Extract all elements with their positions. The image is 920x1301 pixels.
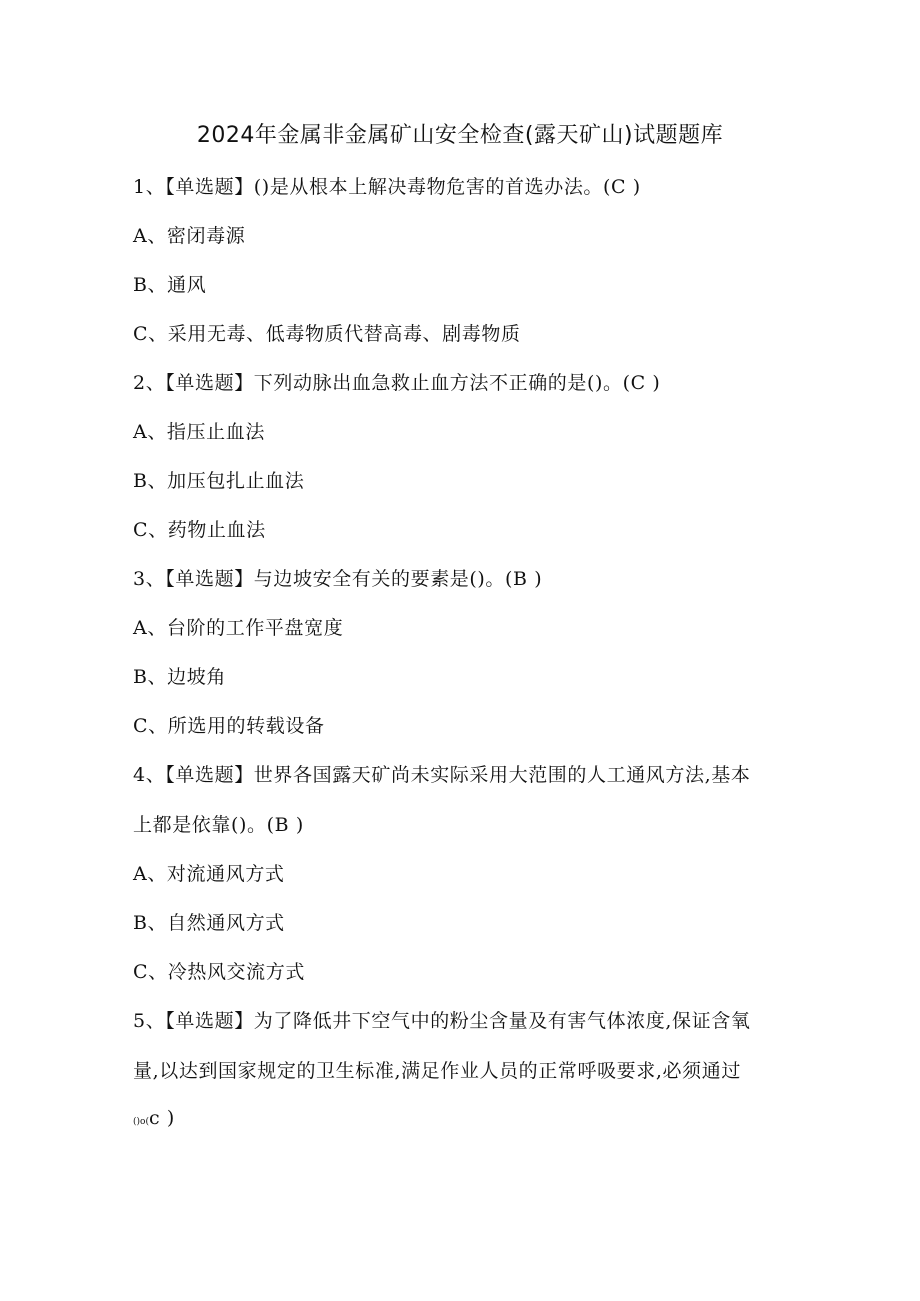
question-4-option-b: B、自然通风方式 bbox=[133, 912, 285, 934]
question-5-stem-tail-small: ()o( bbox=[133, 1117, 149, 1127]
question-2-stem: 2、【单选题】下列动脉出血急救止血方法不正确的是()。(C ) bbox=[133, 372, 661, 394]
question-3-option-c: C、所选用的转载设备 bbox=[133, 715, 325, 737]
question-4-option-a: A、对流通风方式 bbox=[133, 863, 285, 885]
question-3-option-b: B、边坡角 bbox=[133, 666, 226, 688]
question-5-stem-line-3 bbox=[133, 1107, 175, 1129]
question-5-stem-tail: c ) bbox=[148, 1107, 175, 1129]
question-5-stem-line-1: 5、【单选题】为了降低井下空气中的粉尘含量及有害气体浓度,保证含氧 bbox=[133, 1010, 751, 1032]
document-title: 2024年金属非金属矿山安全检查(露天矿山)试题题库 bbox=[196, 123, 724, 148]
question-1-option-b: B、通风 bbox=[133, 274, 207, 296]
question-4-stem-line-1: 4、【单选题】世界各国露天矿尚未实际采用大范围的人工通风方法,基本 bbox=[133, 764, 751, 786]
question-1-option-a: A、密闭毒源 bbox=[133, 225, 246, 247]
question-4-option-c: C、冷热风交流方式 bbox=[133, 961, 305, 983]
question-2-option-a: A、指压止血法 bbox=[133, 421, 265, 443]
question-3-stem: 3、【单选题】与边坡安全有关的要素是()。(B ) bbox=[133, 568, 543, 590]
question-5-stem-line-2: 量,以达到国家规定的卫生标准,满足作业人员的正常呼吸要求,必须通过 bbox=[133, 1060, 741, 1082]
question-1-option-c: C、采用无毒、低毒物质代替高毒、剧毒物质 bbox=[133, 323, 521, 345]
question-2-option-b: B、加压包扎止血法 bbox=[133, 470, 305, 492]
question-2-option-c: C、药物止血法 bbox=[133, 519, 266, 541]
question-1-stem: 1、【单选题】()是从根本上解决毒物危害的首选办法。(C ) bbox=[133, 176, 641, 198]
question-4-stem-line-2: 上都是依靠()。(B ) bbox=[133, 814, 304, 836]
question-3-option-a: A、台阶的工作平盘宽度 bbox=[133, 617, 344, 639]
